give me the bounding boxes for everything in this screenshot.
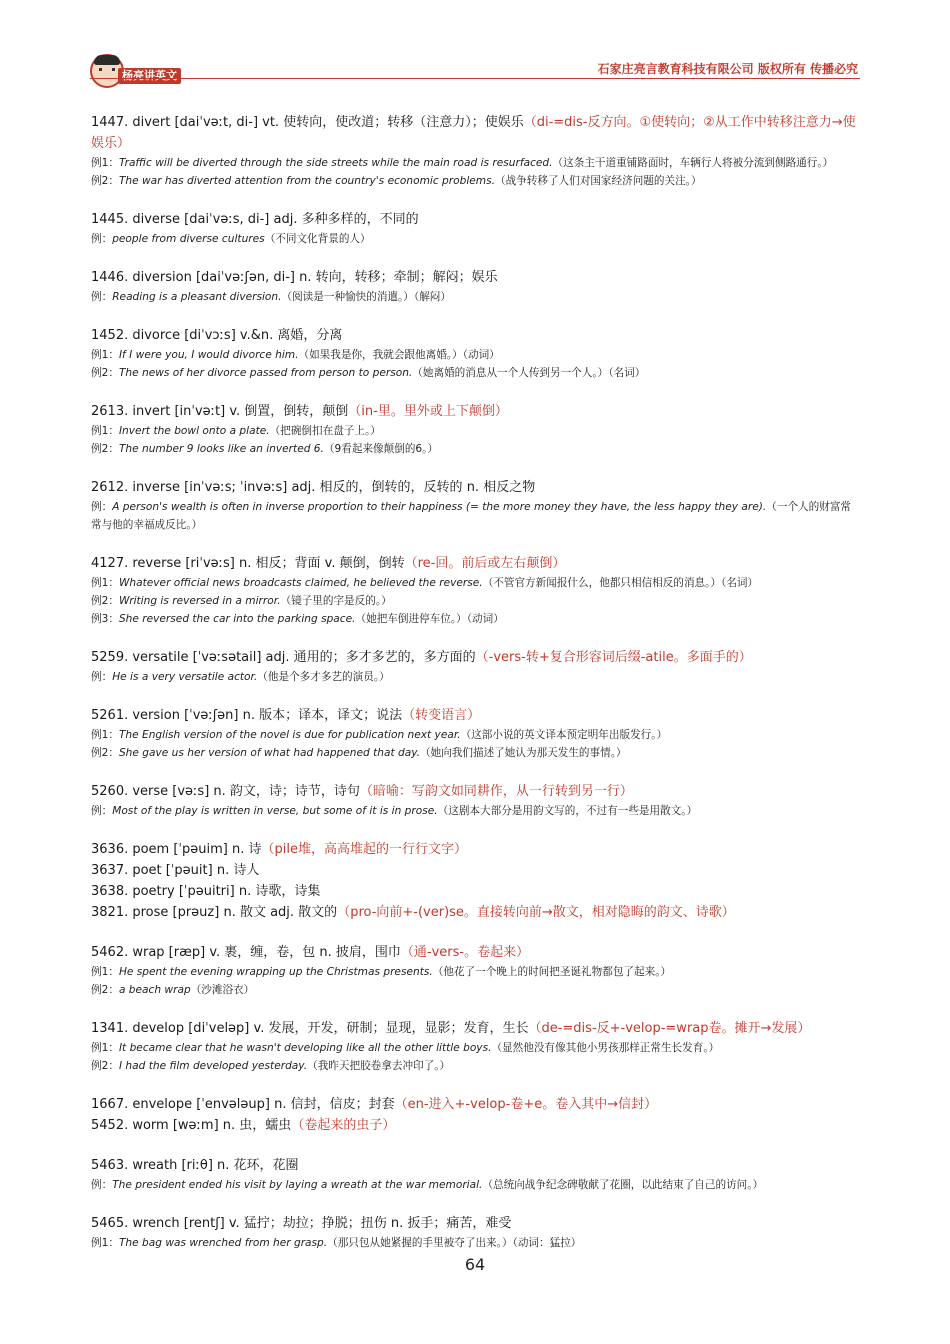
vocab-entry bbox=[91, 1155, 861, 1194]
etymology-note: （pro-向前+-(ver)se。直接转向前→散文，相对隐晦的韵文、诗歌） bbox=[337, 905, 735, 920]
example-translation: （战争转移了人们对国家经济问题的关注。） bbox=[495, 175, 702, 187]
etymology-note: （di-=dis-反方向。①使转向；②从工作中转移注意力→使娱乐） bbox=[91, 115, 856, 151]
headword-definition: 3637. poet [ˈpəuit] n. 诗人 bbox=[91, 863, 260, 878]
headword-line bbox=[91, 267, 861, 288]
example-translation: （他花了一个晚上的时间把圣诞礼物都包了起来。） bbox=[432, 966, 672, 978]
example-sentence bbox=[91, 154, 861, 172]
vocab-entry bbox=[91, 647, 861, 686]
example-label: 例1： bbox=[91, 425, 119, 437]
example-translation: （我昨天把胶卷拿去冲印了。） bbox=[307, 1060, 451, 1072]
example-english: Traffic will be diverted through the side streets while the main road is resurfaced. bbox=[118, 157, 553, 169]
vocab-entry bbox=[91, 325, 861, 382]
example-translation: （一个人的财富常常与他的幸福成反比。） bbox=[91, 501, 852, 531]
etymology-note: （pile堆，高高堆起的一行行文字） bbox=[261, 842, 467, 857]
vocab-entry bbox=[91, 267, 861, 306]
example-english: The news of her divorce passed from person to person. bbox=[118, 367, 413, 379]
example-label: 例： bbox=[91, 1179, 113, 1191]
vocab-entry bbox=[91, 1018, 861, 1075]
headword-line bbox=[91, 647, 861, 668]
example-english: The English version of the novel is due for publication next year. bbox=[118, 729, 461, 741]
headword-line bbox=[91, 839, 861, 860]
headword-line bbox=[91, 1115, 861, 1136]
example-sentence bbox=[91, 726, 861, 744]
page-number: 64 bbox=[464, 1255, 486, 1274]
example-english: It became clear that he wasn't developing like all the other little boys. bbox=[118, 1042, 492, 1054]
vocab-entry bbox=[91, 477, 861, 534]
example-translation: （把碗倒扣在盘子上。） bbox=[269, 425, 381, 437]
example-sentence bbox=[91, 610, 861, 628]
headword-line bbox=[91, 112, 861, 154]
example-english: Invert the bowl onto a plate. bbox=[118, 425, 270, 437]
vocab-entry bbox=[91, 839, 861, 923]
headword-definition: 5261. version [ˈvəːʃən] n. 版本；译本，译文；说法 bbox=[91, 708, 403, 723]
example-english: He is a very versatile actor. bbox=[112, 671, 258, 683]
headword-line bbox=[91, 325, 861, 346]
headword-line bbox=[91, 860, 861, 881]
headword-line bbox=[91, 1155, 861, 1176]
etymology-note: （通-vers-。卷起来） bbox=[400, 945, 530, 960]
example-english: If I were you, I would divorce him. bbox=[118, 349, 299, 361]
example-translation: （镜子里的字是反的。） bbox=[280, 595, 392, 607]
headword-definition: 3638. poetry [ˈpəuitri] n. 诗歌，诗集 bbox=[91, 884, 321, 899]
headword-line bbox=[91, 705, 861, 726]
example-sentence bbox=[91, 364, 861, 382]
example-translation: （9看起来像颠倒的6。） bbox=[323, 443, 439, 455]
vocab-entry bbox=[91, 1094, 861, 1136]
example-english: Whatever official news broadcasts claimed, he believed the reverse. bbox=[118, 577, 483, 589]
headword-line bbox=[91, 553, 861, 574]
headword-definition: 1341. develop [diˈveləp] v. 发展，开发，研制；显现，显影；发育，生长 bbox=[91, 1021, 529, 1036]
example-english: The president ended his visit by laying a wreath at the war memorial. bbox=[112, 1179, 483, 1191]
example-label: 例1： bbox=[91, 577, 119, 589]
example-sentence bbox=[91, 440, 861, 458]
example-english: He spent the evening wrapping up the Christmas presents. bbox=[118, 966, 433, 978]
example-english: The number 9 looks like an inverted 6. bbox=[118, 443, 324, 455]
example-label: 例2： bbox=[91, 175, 119, 187]
example-label: 例1： bbox=[91, 729, 119, 741]
example-translation: （她向我们描述了她认为那天发生的事情。） bbox=[420, 747, 627, 759]
example-translation: （显然他没有像其他小男孩那样正常生长发育。） bbox=[491, 1042, 720, 1054]
example-sentence bbox=[91, 802, 861, 820]
example-sentence bbox=[91, 1176, 861, 1194]
example-english: Reading is a pleasant diversion. bbox=[112, 291, 282, 303]
example-english: a beach wrap bbox=[118, 984, 191, 996]
headword-definition: 5452. worm [wəːm] n. 虫，蠕虫 bbox=[91, 1118, 292, 1133]
brand-logo bbox=[88, 52, 188, 92]
example-sentence bbox=[91, 1234, 861, 1252]
etymology-note: （en-进入+-velop-卷+e。卷入其中→信封） bbox=[394, 1097, 658, 1112]
headword-line bbox=[91, 902, 861, 923]
example-translation: （不同文化背景的人） bbox=[264, 233, 371, 245]
headword-definition: 3821. prose [prəuz] n. 散文 adj. 散文的 bbox=[91, 905, 338, 920]
example-sentence bbox=[91, 1039, 861, 1057]
example-translation: （这剧本大部分是用韵文写的，不过有一些是用散文。） bbox=[437, 805, 698, 817]
headword-line bbox=[91, 881, 861, 902]
example-english: She gave us her version of what had happened that day. bbox=[118, 747, 421, 759]
etymology-note: （re-回。前后或左右颠倒） bbox=[404, 556, 566, 571]
example-label: 例2： bbox=[91, 1060, 119, 1072]
etymology-note: （de-=dis-反+-velop-=wrap卷。摊开→发展） bbox=[528, 1021, 811, 1036]
example-label: 例3： bbox=[91, 613, 119, 625]
example-translation: （阅读是一种愉快的消遣。）（解闷） bbox=[281, 291, 451, 303]
example-label: 例： bbox=[91, 501, 113, 513]
headword-definition: 4127. reverse [riˈvəːs] n. 相反；背面 v. 颠倒，倒转 bbox=[91, 556, 405, 571]
headword-definition: 1446. diversion [daiˈvəːʃən, di-] n. 转向，转移；牵制；解闷；娱乐 bbox=[91, 270, 498, 285]
headword-definition: 2613. invert [inˈvəːt] v. 倒置，倒转，颠倒 bbox=[91, 404, 349, 419]
example-label: 例1： bbox=[91, 1237, 119, 1249]
example-english: The war has diverted attention from the country's economic problems. bbox=[118, 175, 495, 187]
example-translation: （那只包从她紧握的手里被夺了出来。）（动词：猛拉） bbox=[327, 1237, 582, 1249]
headword-definition: 2612. inverse [inˈvəːs; ˈinvəːs] adj. 相反的，倒转的，反转的 n. 相反之物 bbox=[91, 480, 536, 495]
example-label: 例1： bbox=[91, 157, 119, 169]
example-english: I had the film developed yesterday. bbox=[118, 1060, 308, 1072]
example-sentence bbox=[91, 346, 861, 364]
header-divider bbox=[90, 78, 860, 79]
example-sentence bbox=[91, 668, 861, 686]
vocab-entry bbox=[91, 401, 861, 458]
example-translation: （他是个多才多艺的演员。） bbox=[257, 671, 390, 683]
vocab-entry bbox=[91, 781, 861, 820]
headword-definition: 3636. poem [ˈpəuim] n. 诗 bbox=[91, 842, 262, 857]
headword-line bbox=[91, 942, 861, 963]
copyright-notice: 石家庄亮言教育科技有限公司 版权所有 传播必究 bbox=[597, 62, 858, 76]
example-english: She reversed the car into the parking space. bbox=[118, 613, 356, 625]
example-translation: （不管官方新闻报什么，他都只相信相反的消息。）（名词） bbox=[482, 577, 759, 589]
example-label: 例： bbox=[91, 805, 113, 817]
example-english: The bag was wrenched from her grasp. bbox=[118, 1237, 328, 1249]
example-translation: （这条主干道重铺路面时，车辆行人将被分流到侧路通行。） bbox=[552, 157, 834, 169]
example-label: 例2： bbox=[91, 984, 119, 996]
example-sentence bbox=[91, 963, 861, 981]
headword-line bbox=[91, 209, 861, 230]
headword-line bbox=[91, 781, 861, 802]
headword-definition: 5462. wrap [ræp] v. 裹，缠，卷，包 n. 披肩，围巾 bbox=[91, 945, 401, 960]
etymology-note: （转变语言） bbox=[402, 708, 481, 723]
example-label: 例： bbox=[91, 291, 113, 303]
example-english: Most of the play is written in verse, but some of it is in prose. bbox=[112, 805, 438, 817]
headword-definition: 1447. divert [daiˈvəːt, di-] vt. 使转向，使改道；转移（注意力）；使娱乐 bbox=[91, 115, 524, 130]
headword-definition: 5463. wreath [riːθ] n. 花环，花圈 bbox=[91, 1158, 299, 1173]
example-sentence bbox=[91, 498, 861, 534]
example-english: Writing is reversed in a mirror. bbox=[118, 595, 281, 607]
etymology-note: （暗喻：写韵文如同耕作，从一行转到另一行） bbox=[359, 784, 633, 799]
example-label: 例2： bbox=[91, 443, 119, 455]
example-label: 例2： bbox=[91, 367, 119, 379]
vocab-entry bbox=[91, 942, 861, 999]
headword-definition: 5465. wrench [rentʃ] v. 猛拧；劫拉；挣脱；扭伤 n. 扳手；痛苦，难受 bbox=[91, 1216, 512, 1231]
vocab-entry bbox=[91, 1213, 861, 1252]
example-sentence bbox=[91, 230, 861, 248]
vocab-entry bbox=[91, 553, 861, 628]
etymology-note: （卷起来的虫子） bbox=[291, 1118, 396, 1133]
example-translation: （总统向战争纪念碑敬献了花圈，以此结束了自己的访问。） bbox=[482, 1179, 764, 1191]
page-header bbox=[0, 0, 950, 100]
etymology-note: （in-里。里外或上下颠倒） bbox=[348, 404, 508, 419]
headword-definition: 1452. divorce [diˈvɔːs] v.&n. 离婚，分离 bbox=[91, 328, 343, 343]
example-label: 例2： bbox=[91, 747, 119, 759]
example-english: people from diverse cultures bbox=[112, 233, 265, 245]
example-label: 例2： bbox=[91, 595, 119, 607]
example-sentence bbox=[91, 288, 861, 306]
example-translation: （沙滩浴衣） bbox=[190, 984, 255, 996]
vocab-entry bbox=[91, 209, 861, 248]
headword-definition: 1445. diverse [daiˈvəːs, di-] adj. 多种多样的，不同的 bbox=[91, 212, 419, 227]
example-sentence bbox=[91, 422, 861, 440]
example-translation: （如果我是你，我就会跟他离婚。）（动词） bbox=[298, 349, 500, 361]
headword-line bbox=[91, 1213, 861, 1234]
example-translation: （这部小说的英文译本预定明年出版发行。） bbox=[460, 729, 668, 741]
headword-line bbox=[91, 1018, 861, 1039]
example-sentence bbox=[91, 981, 861, 999]
example-label: 例1： bbox=[91, 966, 119, 978]
example-sentence bbox=[91, 744, 861, 762]
example-sentence bbox=[91, 574, 861, 592]
etymology-note: （-vers-转+复合形容词后缀-atile。多面手的） bbox=[475, 650, 752, 665]
headword-definition: 5260. verse [vəːs] n. 韵文，诗；诗节，诗句 bbox=[91, 784, 360, 799]
logo-text: 杨亮讲英文 bbox=[118, 68, 181, 84]
vocab-entry bbox=[91, 705, 861, 762]
headword-definition: 1667. envelope [ˈenvələup] n. 信封，信皮；封套 bbox=[91, 1097, 395, 1112]
example-label: 例： bbox=[91, 671, 113, 683]
example-label: 例1： bbox=[91, 1042, 119, 1054]
headword-line bbox=[91, 1094, 861, 1115]
vocabulary-list bbox=[91, 112, 861, 1271]
example-translation: （她离婚的消息从一个人传到另一个人。）（名词） bbox=[412, 367, 646, 379]
headword-line bbox=[91, 477, 861, 498]
headword-definition: 5259. versatile [ˈvəːsətail] adj. 通用的；多才多艺的，多方面的 bbox=[91, 650, 476, 665]
example-label: 例1： bbox=[91, 349, 119, 361]
example-sentence bbox=[91, 1057, 861, 1075]
example-english: A person's wealth is often in inverse proportion to their happiness (= the more money they have, the less happy they are). bbox=[112, 501, 767, 513]
vocab-entry bbox=[91, 112, 861, 190]
example-translation: （她把车倒进停车位。）（动词） bbox=[355, 613, 504, 625]
example-sentence bbox=[91, 592, 861, 610]
headword-line bbox=[91, 401, 861, 422]
example-label: 例： bbox=[91, 233, 113, 245]
example-sentence bbox=[91, 172, 861, 190]
